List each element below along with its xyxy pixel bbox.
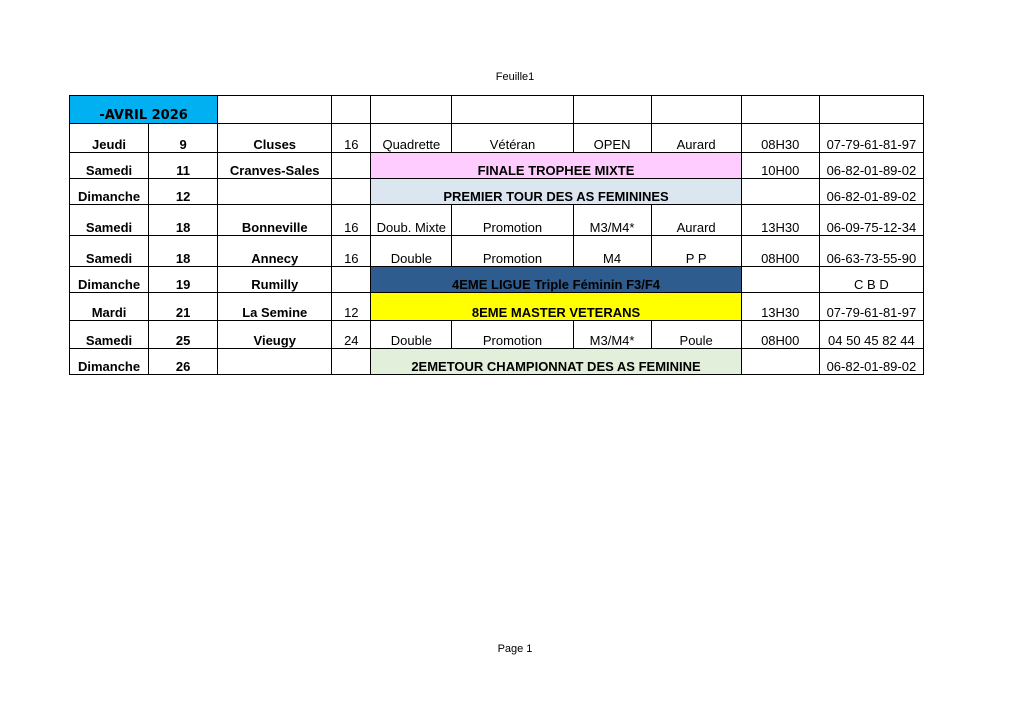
table-row: [70, 236, 924, 267]
event-cell-finale: FINALE TROPHEE MIXTE: [371, 153, 741, 179]
type-cell: Aurard: [651, 205, 741, 236]
level-cell: M3/M4*: [573, 321, 651, 349]
teams-cell: [332, 267, 371, 293]
level-cell: M4: [573, 236, 651, 267]
type-cell: Poule: [651, 321, 741, 349]
category-cell: Promotion: [452, 236, 573, 267]
category-cell: Promotion: [452, 321, 573, 349]
phone-cell: 06-82-01-89-02: [819, 179, 923, 205]
date-cell: 12: [149, 179, 218, 205]
city-cell: Cluses: [218, 124, 332, 153]
type-cell: P P: [651, 236, 741, 267]
city-cell: Vieugy: [218, 321, 332, 349]
day-cell: Dimanche: [70, 179, 149, 205]
phone-cell: 07-79-61-81-97: [819, 124, 923, 153]
teams-cell: 16: [332, 236, 371, 267]
teams-cell: [332, 179, 371, 205]
format-cell: Double: [371, 321, 452, 349]
date-cell: 9: [149, 124, 218, 153]
format-cell: Quadrette: [371, 124, 452, 153]
table-row: [70, 293, 924, 321]
day-cell: Jeudi: [70, 124, 149, 153]
month-cell: -AVRIL 2026: [70, 96, 218, 124]
date-cell: 25: [149, 321, 218, 349]
event-cell-premier-tour: PREMIER TOUR DES AS FEMININES: [371, 179, 741, 205]
day-cell: Samedi: [70, 205, 149, 236]
empty-cell: [371, 96, 452, 124]
empty-cell: [573, 96, 651, 124]
phone-cell: 07-79-61-81-97: [819, 293, 923, 321]
city-cell: [218, 179, 332, 205]
date-cell: 18: [149, 236, 218, 267]
page-footer: Page 1: [497, 643, 533, 655]
teams-cell: 12: [332, 293, 371, 321]
empty-cell: [218, 96, 332, 124]
teams-cell: 24: [332, 321, 371, 349]
table-row: [70, 349, 924, 375]
day-cell: Mardi: [70, 293, 149, 321]
empty-cell: [452, 96, 573, 124]
empty-cell: [819, 96, 923, 124]
time-cell: [741, 179, 819, 205]
time-cell: 08H00: [741, 236, 819, 267]
teams-cell: [332, 153, 371, 179]
teams-cell: 16: [332, 124, 371, 153]
event-cell-championnat: 2EMETOUR CHAMPIONNAT DES AS FEMININE: [371, 349, 741, 375]
table-row: [70, 179, 924, 205]
city-cell: La Semine: [218, 293, 332, 321]
table-row: [70, 153, 924, 179]
time-cell: [741, 349, 819, 375]
city-cell: Bonneville: [218, 205, 332, 236]
phone-cell: 04 50 45 82 44: [819, 321, 923, 349]
table-row-header: [70, 96, 924, 124]
day-cell: Dimanche: [70, 267, 149, 293]
table-row: [70, 205, 924, 236]
format-cell: Doub. Mixte: [371, 205, 452, 236]
phone-cell: C B D: [819, 267, 923, 293]
city-cell: Cranves-Sales: [218, 153, 332, 179]
city-cell: Rumilly: [218, 267, 332, 293]
level-cell: OPEN: [573, 124, 651, 153]
day-cell: Samedi: [70, 321, 149, 349]
day-cell: Samedi: [70, 236, 149, 267]
sheet-title: Feuille1: [495, 71, 535, 83]
table-row: [70, 321, 924, 349]
time-cell: 08H30: [741, 124, 819, 153]
teams-cell: 16: [332, 205, 371, 236]
category-cell: Promotion: [452, 205, 573, 236]
time-cell: 10H00: [741, 153, 819, 179]
time-cell: 08H00: [741, 321, 819, 349]
empty-cell: [651, 96, 741, 124]
event-cell-ligue: 4EME LIGUE Triple Féminin F3/F4: [371, 267, 741, 293]
date-cell: 18: [149, 205, 218, 236]
phone-cell: 06-82-01-89-02: [819, 349, 923, 375]
date-cell: 21: [149, 293, 218, 321]
phone-cell: 06-09-75-12-34: [819, 205, 923, 236]
phone-cell: 06-63-73-55-90: [819, 236, 923, 267]
date-cell: 11: [149, 153, 218, 179]
format-cell: Double: [371, 236, 452, 267]
table-row: [70, 124, 924, 153]
date-cell: 26: [149, 349, 218, 375]
time-cell: [741, 267, 819, 293]
event-cell-master: 8EME MASTER VETERANS: [371, 293, 741, 321]
day-cell: Dimanche: [70, 349, 149, 375]
teams-cell: [332, 349, 371, 375]
type-cell: Aurard: [651, 124, 741, 153]
day-cell: Samedi: [70, 153, 149, 179]
time-cell: 13H30: [741, 293, 819, 321]
level-cell: M3/M4*: [573, 205, 651, 236]
category-cell: Vétéran: [452, 124, 573, 153]
phone-cell: 06-82-01-89-02: [819, 153, 923, 179]
empty-cell: [741, 96, 819, 124]
table-row: [70, 267, 924, 293]
time-cell: 13H30: [741, 205, 819, 236]
city-cell: Annecy: [218, 236, 332, 267]
city-cell: [218, 349, 332, 375]
date-cell: 19: [149, 267, 218, 293]
schedule-table: [69, 95, 924, 375]
empty-cell: [332, 96, 371, 124]
